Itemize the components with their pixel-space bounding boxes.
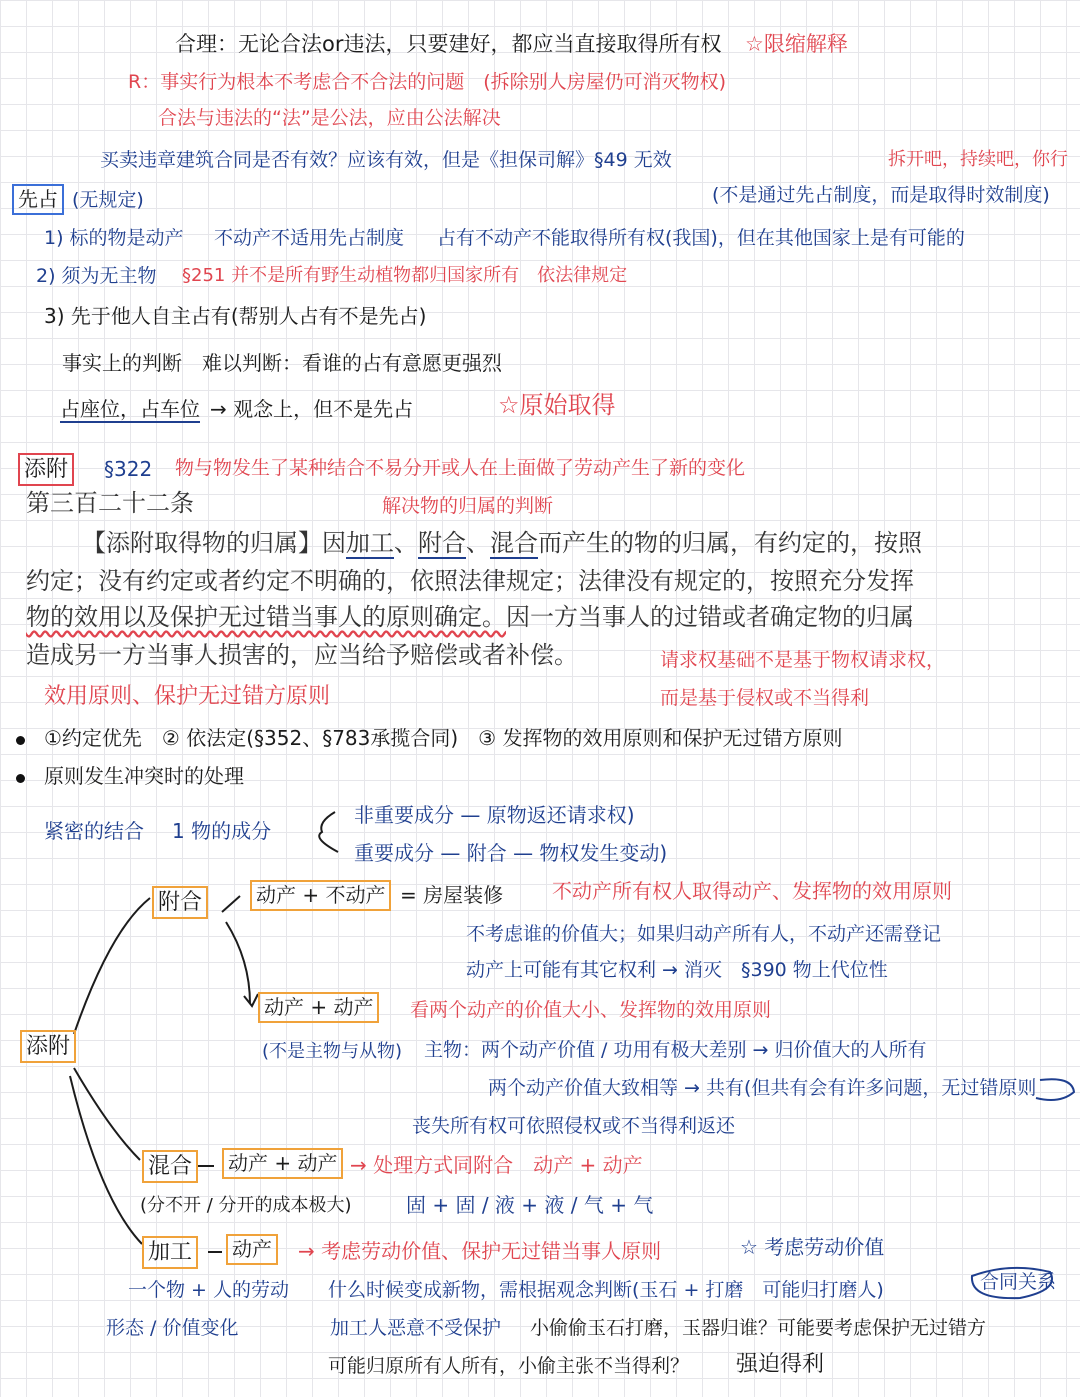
law-line-3-principle: 物的效用以及保护无过错当事人的原则确定。 [26,603,506,631]
note-malicious-processor: 加工人恶意不受保护 [330,1317,502,1339]
note-original-owner: 可能归原所有人所有，小偷主张不当得利？ [328,1355,690,1377]
law-line-1 [82,530,922,558]
law-line-3-fault: 因一方当事人的过错或者确定物的归属 [506,603,914,631]
law-term-processing: 加工 [346,529,394,557]
note-public-law: 合法与违法的“法”是公法，应由公法解决 [158,107,501,129]
occupancy-item-1-detail: 占有不动产不能取得所有权(我国)，但在其他国家上是有可能的 [437,227,965,249]
note-labor-value: → 考虑劳动价值、保护无过错当事人原则 [298,1239,662,1263]
note-renovation: = 房屋装修 [400,883,504,907]
note-prescription: (不是通过先占制度，而是取得时效制度) [712,184,1050,206]
note-registration: 不考虑谁的价值大；如果归动产所有人，不动产还需登记 [466,923,942,945]
note-immovable-owner-acquires: 不动产所有权人取得动产、发挥物的效用原则 [552,879,952,903]
bullet-dot [16,774,25,783]
note-rebuttal: R：事实行为根本不考虑合不合法的问题 (拆除别人房屋仍可消灭物权) [128,71,727,93]
occupancy-item-2: 2) 须为无主物 [36,265,157,287]
law-title: 第三百二十二条 [26,489,194,517]
note-new-thing-judgment: 什么时候变成新物，需根据观念判断(玉石 + 打磨 可能归打磨人) [328,1279,884,1301]
note-no-rule: (无规定) [72,189,144,211]
note-component: 1 物的成分 [172,819,272,843]
note-mixing-same-as-attachment: → 处理方式同附合 动产 + 动产 [350,1153,643,1177]
tree-node-mixing: 混合 [142,1150,198,1183]
note-form-value-change: 形态 / 价值变化 [106,1317,239,1339]
note-reasonable: 合理：无论合法or违法，只要建好，都应当直接取得所有权 [175,32,722,56]
law-line-3 [26,604,914,632]
note-non-essential-component: 非重要成分 — 原物返还请求权) [354,803,635,827]
note-claim-basis-1: 请求权基础不是基于物权请求权， [660,649,946,671]
note-labor-value-star: ☆ 考虑劳动价值 [740,1235,885,1259]
occupancy-item-3: 3) 先于他人自主占有(帮别人占有不是先占) [44,304,427,328]
note-thing-plus-labor: 一个物 + 人的劳动 [128,1279,289,1301]
law-heading: 【添附取得物的归属】 [82,529,322,557]
note-states-of-matter: 固 + 固 / 液 + 液 / 气 + 气 [406,1193,654,1217]
occupancy-seat-conclusion: → 观念上，但不是先占 [210,397,414,421]
note-unjust-enrichment-return: 丧失所有权可依照侵权或不当得利返还 [412,1115,736,1137]
note-inseparable: (分不开 / 分开的成本极大) [140,1195,352,1216]
note-demolish: 拆开吧，持续吧，你行 [888,149,1068,170]
tree-attachment-movable-movable: 动产 + 动产 [258,992,379,1023]
note-thief-example: 小偷偷玉石打磨，玉器归谁？可能要考虑保护无过错方 [530,1317,987,1339]
note-not-principal-accessory: (不是主物与从物) [262,1041,403,1062]
note-contract-relation: 合同关系 [980,1271,1057,1293]
note-compare-value: 看两个动产的价值大小、发挥物的效用原则 [410,999,772,1021]
note-efficiency-principle: 效用原则、保护无过错方原则 [44,684,331,709]
note-tight-combination: 紧密的结合 [44,819,144,843]
note-co-ownership: 两个动产价值大致相等 → 共有(但共有会有许多问题，无过错原则 [488,1077,1037,1099]
tree-mixing-movable-movable: 动产 + 动产 [222,1148,343,1179]
tree-processing-movable: 动产 [226,1234,278,1265]
label-first-occupancy: 先占 [12,184,64,215]
note-subrogation: 动产上可能有其它权利 → 消灭 §390 物上代位性 [466,959,888,981]
seat-example-label: 占座位，占车位 [60,397,200,421]
occupancy-item-2-note: §251 并不是所有野生动植物都归国家所有 依法律规定 [182,265,628,286]
law-sep-1: 、 [394,529,418,557]
law-line-4: 造成另一方当事人损害的，应当给予赔偿或者补偿。 [26,641,578,669]
occupancy-seat-example [60,398,200,421]
note-essential-component: 重要成分 — 附合 — 物权发生变动) [354,841,668,865]
note-solve-ownership: 解决物的归属的判断 [382,495,554,517]
tree-node-processing: 加工 [142,1236,198,1269]
law-term-mixing: 混合 [490,529,538,557]
tree-node-attachment: 附合 [152,886,208,919]
note-claim-basis-2: 而是基于侵权或不当得利 [660,687,870,709]
bullet-dot [16,736,25,745]
accession-article: §322 [104,457,153,481]
law-sep-2: 、 [466,529,490,557]
note-forced-enrichment: 强迫得利 [736,1352,825,1377]
law-term-attachment: 附合 [418,529,466,557]
law-line-1-rest: 而产生的物的归属，有约定的，按照 [538,529,922,557]
note-restrictive-interpretation: ☆限缩解释 [745,32,848,56]
accession-description: 物与物发生了某种结合不易分开或人在上面做了劳动产生了新的变化 [175,457,746,479]
tree-root-accession: 添附 [20,1030,76,1063]
occupancy-item-1: 1) 标的物是动产 [44,227,184,249]
note-illegal-building-contract: 买卖违章建筑合同是否有效？应该有效，但是《担保司解》§49 无效 [100,149,672,171]
occupancy-item-1-note: 不动产不适用先占制度 [214,227,405,249]
bullet-conflict: 原则发生冲突时的处理 [44,764,244,788]
law-line-1-cause: 因 [322,529,346,557]
note-original-acquisition: ☆原始取得 [498,391,616,419]
law-line-2: 约定；没有约定或者约定不明确的，依照法律规定；法律没有规定的，按照充分发挥 [26,567,914,595]
tree-attachment-movable-immovable: 动产 + 不动产 [250,880,391,911]
label-accession: 添附 [18,453,74,486]
note-principal-thing: 主物：两个动产价值 / 功用有极大差别 → 归价值大的人所有 [424,1039,927,1061]
occupancy-fact-judgment: 事实上的判断 难以判断：看谁的占有意愿更强烈 [62,351,502,375]
bullet-priority-order: ①约定优先 ② 依法定(§352、§783承揽合同) ③ 发挥物的效用原则和保护无过错方原则 [44,726,843,750]
